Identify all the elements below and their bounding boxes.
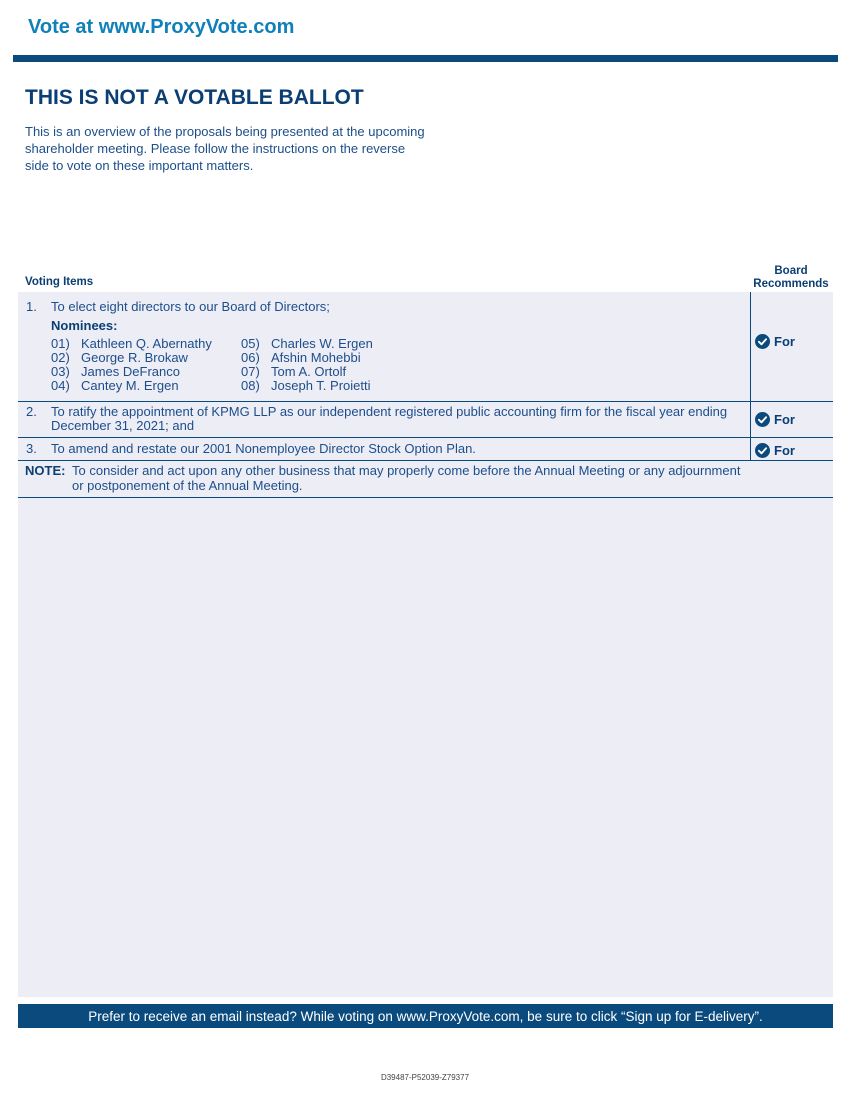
nominee-code: 02) xyxy=(51,350,70,365)
item-3-number: 3. xyxy=(26,441,37,456)
note-label-text: NOTE: xyxy=(25,463,66,478)
row-divider xyxy=(18,497,833,498)
e-delivery-text: Prefer to receive an email instead? While voting on www.ProxyVote.com, be sure to click “Sign up for E-delivery”. xyxy=(88,1008,763,1024)
nominee-code: 04) xyxy=(51,378,70,393)
recommendation-label: For xyxy=(774,412,795,427)
nominee xyxy=(51,337,212,351)
board-label-line2: Recommends xyxy=(753,278,829,290)
nominee-name: Charles W. Ergen xyxy=(271,336,373,351)
nominee xyxy=(241,351,361,365)
nominee xyxy=(241,365,346,379)
item-2-text-line1: To ratify the appointment of KPMG LLP as our independent registered public accounting firm for the fiscal year ending xyxy=(51,404,728,419)
voting-items-label: Voting Items xyxy=(25,276,94,288)
nominee-name: Kathleen Q. Abernathy xyxy=(81,336,212,351)
row-divider xyxy=(18,460,833,461)
item-3-text: To amend and restate our 2001 Nonemployee Director Stock Option Plan. xyxy=(51,441,476,456)
column-divider xyxy=(750,292,751,461)
nominee xyxy=(241,379,370,393)
nominee-code: 01) xyxy=(51,336,70,351)
check-circle-icon xyxy=(755,412,770,427)
note-text-line2: or postponement of the Annual Meeting. xyxy=(72,478,303,493)
voting-panel xyxy=(18,292,833,997)
document-code: D39487-P52039-Z79377 xyxy=(380,1073,470,1082)
nominee-name: James DeFranco xyxy=(81,364,180,379)
board-label-line1: Board xyxy=(774,265,808,277)
nominee-code: 06) xyxy=(241,350,260,365)
recommendation-label: For xyxy=(774,334,795,349)
item-3-recommendation xyxy=(755,443,795,458)
nominee-name: Joseph T. Proietti xyxy=(271,378,371,393)
row-divider xyxy=(18,437,833,438)
nominee-name: Cantey M. Ergen xyxy=(81,378,179,393)
nominee xyxy=(51,365,180,379)
item-1-recommendation xyxy=(755,334,795,349)
nominee-name: Afshin Mohebbi xyxy=(271,350,361,365)
item-2-text-line2: December 31, 2021; and xyxy=(51,418,195,433)
item-1-number: 1. xyxy=(26,299,37,314)
nominee-code: 07) xyxy=(241,364,260,379)
nominee xyxy=(51,351,188,365)
header-link-title[interactable]: Vote at www.ProxyVote.com xyxy=(28,16,295,38)
note-text-line1: To consider and act upon any other business that may properly come before the Annual Meeting or any adjournment xyxy=(72,463,741,478)
nominee-name: Tom A. Ortolf xyxy=(271,364,347,379)
board-recommends-label xyxy=(750,265,832,291)
nominee-name: George R. Brokaw xyxy=(81,350,188,365)
header-divider xyxy=(13,55,838,62)
e-delivery-banner xyxy=(18,1004,833,1028)
item-1-text: To elect eight directors to our Board of Directors; xyxy=(51,299,330,314)
recommendation-label: For xyxy=(774,443,795,458)
nominee xyxy=(241,337,373,351)
item-2-recommendation xyxy=(755,412,795,427)
item-2-number: 2. xyxy=(26,404,37,419)
ballot-intro: This is an overview of the proposals being presented at the upcoming shareholder meeting. Please follow the instructions on the reverse side to vote on these important matters. xyxy=(25,124,425,173)
nominee xyxy=(51,379,179,393)
check-circle-icon xyxy=(755,443,770,458)
nominee-code: 05) xyxy=(241,336,260,351)
nominees-label: Nominees: xyxy=(51,318,118,333)
nominee-code: 03) xyxy=(51,364,70,379)
row-divider xyxy=(18,401,833,402)
nominee-code: 08) xyxy=(241,378,260,393)
ballot-title: THIS IS NOT A VOTABLE BALLOT xyxy=(25,86,364,109)
check-circle-icon xyxy=(755,334,770,349)
note-label xyxy=(25,464,65,478)
